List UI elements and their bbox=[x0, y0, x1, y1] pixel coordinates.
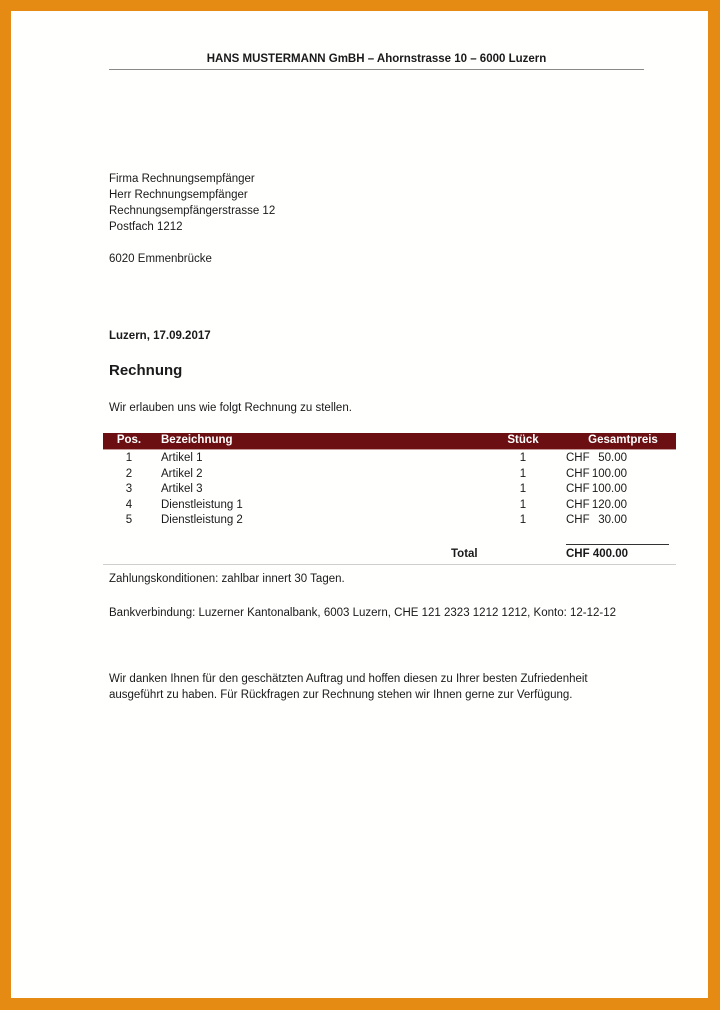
recipient-city: 6020 Emmenbrücke bbox=[109, 253, 212, 265]
table-header bbox=[103, 433, 676, 450]
header-description: Bezeichnung bbox=[161, 434, 233, 446]
recipient-pobox: Postfach 1212 bbox=[109, 221, 183, 233]
closing-text bbox=[109, 671, 629, 703]
row-quantity: 1 bbox=[519, 452, 527, 464]
row-pos: 3 bbox=[125, 483, 133, 495]
recipient-company: Firma Rechnungsempfänger bbox=[109, 173, 255, 185]
table-bottom-rule bbox=[103, 564, 676, 565]
bank-details: Bankverbindung: Luzerner Kantonalbank, 6003 Luzern, CHE 121 2323 1212 1212, Konto: 12-12-12 bbox=[109, 607, 617, 619]
row-description: Artikel 2 bbox=[161, 467, 203, 480]
row-amount: 120.00 bbox=[591, 498, 627, 511]
header-total-price: Gesamtpreis bbox=[588, 434, 658, 446]
closing-line-1: Wir danken Ihnen für den geschätzten Auftrag und hoffen diesen zu Ihrer besten Zufriedenheit bbox=[109, 673, 588, 685]
row-currency: CHF bbox=[566, 483, 590, 495]
row-quantity: 1 bbox=[519, 498, 527, 511]
intro-text: Wir erlauben uns wie folgt Rechnung zu stellen. bbox=[109, 402, 352, 414]
row-pos: 2 bbox=[125, 467, 133, 480]
row-amount: 30.00 bbox=[598, 514, 627, 526]
total-label: Total bbox=[451, 548, 478, 560]
row-quantity: 1 bbox=[519, 514, 527, 526]
row-pos: 4 bbox=[125, 498, 133, 511]
row-pos: 1 bbox=[125, 452, 133, 464]
row-currency: CHF bbox=[566, 498, 590, 511]
row-currency: CHF bbox=[566, 467, 590, 480]
invoice-page bbox=[11, 11, 708, 998]
recipient-person: Herr Rechnungsempfänger bbox=[109, 189, 248, 201]
table-row bbox=[103, 499, 676, 515]
header-quantity: Stück bbox=[507, 434, 539, 446]
recipient-address bbox=[109, 171, 275, 267]
document-title: Rechnung bbox=[109, 362, 183, 379]
row-amount: 100.00 bbox=[591, 467, 627, 480]
row-currency: CHF bbox=[566, 514, 590, 526]
table-row bbox=[103, 468, 676, 484]
total-value: CHF 400.00 bbox=[566, 548, 629, 560]
table-row bbox=[103, 483, 676, 499]
total-underline bbox=[566, 544, 669, 545]
row-description: Artikel 1 bbox=[161, 452, 203, 464]
row-description: Artikel 3 bbox=[161, 483, 203, 495]
row-quantity: 1 bbox=[519, 467, 527, 480]
row-description: Dienstleistung 2 bbox=[161, 514, 243, 526]
row-amount: 50.00 bbox=[598, 452, 627, 464]
table-row bbox=[103, 514, 676, 530]
line-items bbox=[103, 452, 676, 530]
row-pos: 5 bbox=[125, 514, 133, 526]
invoice-date: Luzern, 17.09.2017 bbox=[109, 330, 211, 342]
row-currency: CHF bbox=[566, 452, 590, 464]
table-row bbox=[103, 452, 676, 468]
recipient-street: Rechnungsempfängerstrasse 12 bbox=[109, 205, 276, 217]
row-description: Dienstleistung 1 bbox=[161, 498, 243, 511]
letterhead: HANS MUSTERMANN GmBH – Ahornstrasse 10 – 6000 Luzern bbox=[109, 53, 644, 70]
closing-line-2: ausgeführt zu haben. Für Rückfragen zur Rechnung stehen wir Ihnen gerne zur Verfügung. bbox=[109, 689, 573, 701]
payment-conditions: Zahlungskonditionen: zahlbar innert 30 Tagen. bbox=[109, 573, 345, 585]
header-pos: Pos. bbox=[116, 434, 142, 446]
row-amount: 100.00 bbox=[591, 483, 627, 495]
row-quantity: 1 bbox=[519, 483, 527, 495]
